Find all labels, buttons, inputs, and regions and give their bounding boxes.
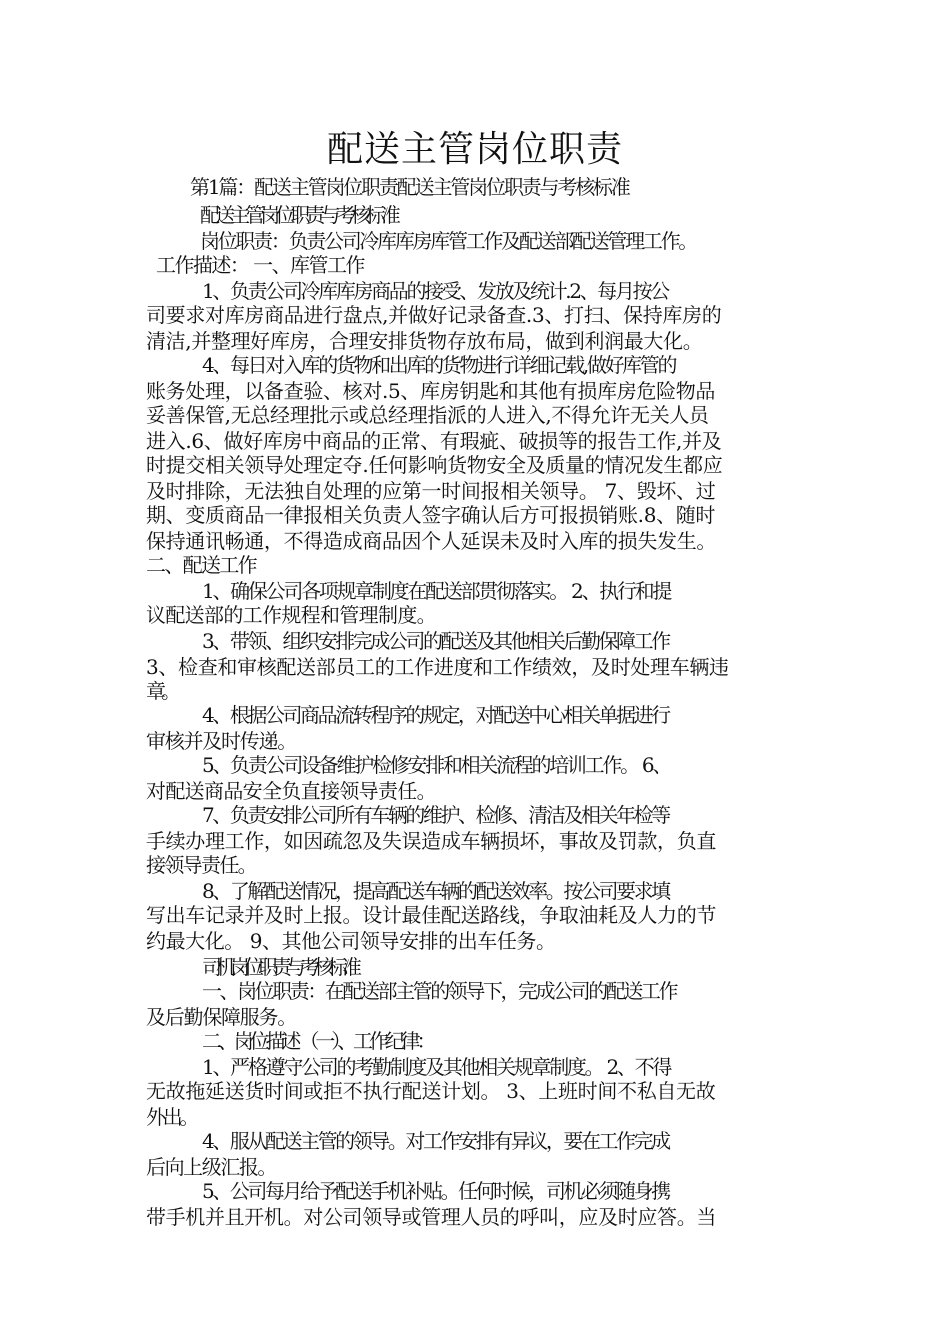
text-line: 1、负责公司冷库库房商品的接受、发放及统计.2、每月按公 xyxy=(202,279,668,303)
text-line: 及后勤保障服务。 xyxy=(146,1005,296,1029)
text-line: 二、岗位描述 （一）、工作纪律： xyxy=(202,1029,433,1053)
text-line: 5、公司每月给予配送手机补贴。任何时候，司机必须随身携 xyxy=(202,1179,669,1203)
text-line: 8、了解配送情况，提高配送车辆的配送效率。按公司要求填 xyxy=(202,879,669,903)
text-line: 写出车记录并及时上报。设计最佳配送路线，争取油耗及人力的节 xyxy=(146,903,716,927)
text-line: 进入.6、做好库房中商品的正常、有瑕疵、破损等的报告工作,并及 xyxy=(146,429,722,453)
text-line: 清洁,并整理好库房，合理安排货物存放布局，做到利润最大化。 xyxy=(146,329,703,353)
text-line: 司机岗位职责与考核标准 xyxy=(202,955,356,979)
text-line: 配送主管岗位职责与考核标准 xyxy=(200,203,396,227)
text-line: 4、每日对入库的货物和出库的货物进行详细记载,做好库管的 xyxy=(202,353,676,377)
text-line: 接领导责任。 xyxy=(146,853,256,877)
text-line: 及时排除，无法独自处理的应第一时间报相关领导。 7、毁坏、过 xyxy=(146,479,716,503)
text-line: 时提交相关领导处理定夺.任何影响货物安全及质量的情况发生都应 xyxy=(146,453,723,477)
text-line: 岗位职责：负责公司冷库库房库管工作及配送部配送管理工作。 xyxy=(200,229,696,253)
text-line: 4、服从配送主管的领导。对工作安排有异议，要在工作完成 xyxy=(202,1129,669,1153)
text-line: 1、确保公司各项规章制度在配送部贯彻落实。 2、执行和提 xyxy=(202,579,671,603)
text-line: 7、负责安排公司所有车辆的维护、检修、清洁及相关年检等 xyxy=(202,803,669,827)
text-line: 章。 xyxy=(146,679,176,703)
text-line: 工作描述： 一、库管工作 xyxy=(156,253,364,277)
text-line: 账务处理，以备查验、核对.5、库房钥匙和其他有损库房危险物品 xyxy=(146,379,716,403)
text-line: 4、根据公司商品流转程序的规定，对配送中心相关单据进行 xyxy=(202,703,669,727)
text-line: 对配送商品安全负直接领导责任。 xyxy=(146,779,436,803)
text-line: 约最大化。 9、其他公司领导安排的出车任务。 xyxy=(146,929,556,953)
text-line: 5、负责公司设备维护检修安排和相关流程的培训工作。 6、 xyxy=(202,753,671,777)
text-line: 一、岗位职责：在配送部主管的领导下，完成公司的配送工作 xyxy=(202,979,676,1003)
text-line: 3、带领、组织安排完成公司的配送及其他相关后勤保障工作 xyxy=(202,629,669,653)
text-line: 后向上级汇报。 xyxy=(146,1155,276,1179)
text-line: 议配送部的工作规程和管理制度。 xyxy=(146,603,436,627)
text-line: 司要求对库房商品进行盘点,并做好记录备查.3、打扫、保持库房的 xyxy=(146,303,722,327)
document-title: 配送主管岗位职责 xyxy=(326,129,623,170)
text-line: 二、配送工作 xyxy=(146,553,256,577)
text-line: 审核并及时传递。 xyxy=(146,729,296,753)
text-line: 保持通讯畅通，不得造成商品因个人延误未及时入库的损失发生。 xyxy=(146,529,716,553)
text-line: 3、检查和审核配送部员工的工作进度和工作绩效，及时处理车辆违 xyxy=(146,655,729,679)
text-line: 期、变质商品一律报相关负责人签字确认后方可报损销账.8、随时 xyxy=(146,503,716,527)
text-line: 1、严格遵守公司的考勤制度及其他相关规章制度。 2、不得 xyxy=(202,1055,671,1079)
text-line: 外出。 xyxy=(146,1105,196,1129)
text-line: 无故拖延送货时间或拒不执行配送计划。 3、上班时间不私自无故 xyxy=(146,1079,716,1103)
text-line: 手续办理工作，如因疏忽及失误造成车辆损坏，事故及罚款，负直 xyxy=(146,829,716,853)
text-line: 妥善保管,无总经理批示或总经理指派的人进入,不得允许无关人员 xyxy=(146,403,709,427)
text-line: 第1篇：配送主管岗位职责配送主管岗位职责与考核标准 xyxy=(190,175,629,199)
text-line: 带手机并且开机。对公司领导或管理人员的呼叫，应及时应答。当 xyxy=(146,1205,716,1229)
